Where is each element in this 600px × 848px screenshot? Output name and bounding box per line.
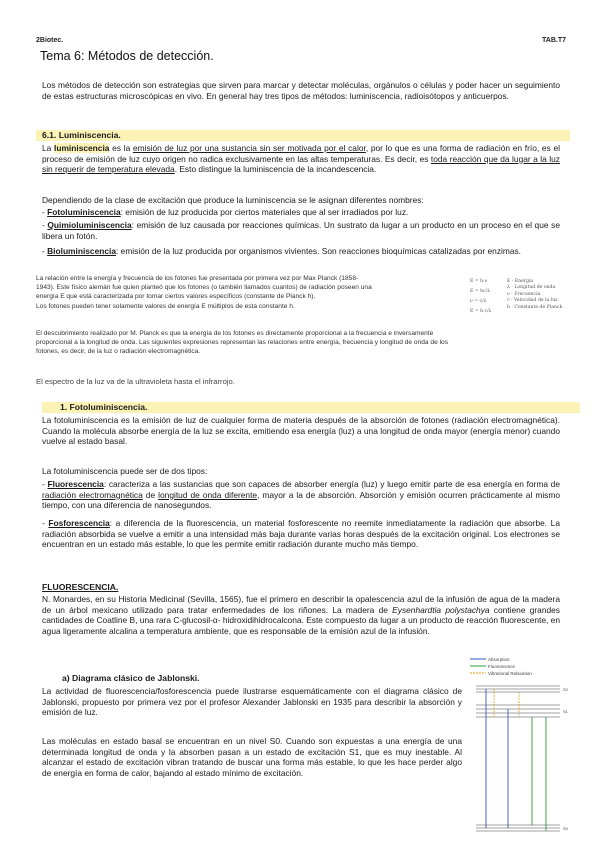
planck-symbol-legend (507, 279, 567, 311)
formula: E = h·ν (470, 279, 488, 284)
intro-paragraph: Los métodos de detección son estrategias que sirven para marcar y detectar moléculas, orgánulos o células y poder hacer un seguimiento de estas estructuras microscópicas en vivo. En general hay tres tipos de métodos: luminiscencia, radioisótopos y anticuerpos. (42, 80, 560, 101)
fotoluminiscencia-types-intro: La fotoluminiscencia puede ser de dos tipos: (42, 466, 208, 476)
page-title: Tema 6: Métodos de detección. (40, 49, 214, 63)
legend-sym: λ (507, 285, 510, 291)
type-term-1: Quimioluminiscencia (47, 220, 132, 230)
fosfo-text: : a diferencia de la fluorescencia, un material fosforescente no reemite inmediatamente la radiación que absorbe. La radiación absorbida se vuelve a emitir a una intensidad más baja durante varias horas después de la excitación original. Los electrones se encuentran en un estado más estable, lo que les permite emitir radiación durante mucho más tiempo. (42, 518, 560, 550)
header-left: 2Biotec. (36, 37, 64, 44)
type-text-2: : emisión de la luz producida por organismos vivientes. Son reacciones bioquímicas catalizadas por enzimas. (116, 246, 522, 256)
level-s0-label: S0 (563, 826, 568, 831)
fluo-text-c: , mayor a la de absorción. Absorción y emisión ocurren prácticamente al mismo tiempo, con una diferencia de nanosegundos. (42, 489, 560, 511)
legend-desc: Energía (514, 279, 534, 284)
def-underline-1: emisión de luz por una sustancia sin ser motivada por el calor (132, 143, 366, 153)
legend-sym: c (507, 298, 510, 304)
fotoluminiscencia-paragraph: La fotoluminiscencia es la emisión de luz de cualquier forma de materia después de la absorción de fotones (radiación electromagnética). Cuando la molécula absorbe energía de la luz se excita, emitiendo esa energía (luz) a una longitud de onda mayor (energía menor) cuando vuelve al estado basal. (42, 415, 560, 447)
level-s0-lines (476, 825, 560, 831)
level-s2-lines (476, 686, 560, 692)
luminiscencia-definition (42, 143, 560, 175)
planck-line: Los fotones pueden tener solamente valores de energía E múltiplos de esta constante h. (36, 302, 295, 310)
planck-line: proporcional a la longitud de onda. Las siguientes expresiones representan las relaciones entre energía, frecuencia y longitud de onda de los (36, 339, 449, 347)
fluo-underline-2: longitud de onda diferente (158, 489, 258, 500)
fosforescencia-item: - Fosforescencia: a diferencia de la fluorescencia, un material fosforescente no reemite inmediatamente la radiación que absorbe. La radiación absorbida se vuelve a emitir a una intensidad más baja durante varias horas después de la excitación original. Los electrones se encuentran en un estado más estable, lo que les permite emitir radiación durante mucho más tiempo. (42, 518, 560, 550)
def-term: luminiscencia (54, 143, 110, 153)
diagram-legend (470, 657, 532, 676)
def-text-d: . Esto distingue la luminiscencia de la incandescencia. (174, 164, 377, 175)
fosfo-term: Fosforescencia (48, 518, 110, 528)
fluo-underline-1: radiación electromagnética (42, 489, 143, 500)
legend-row: c · Velocidad de la luz (507, 298, 558, 304)
planck-line: fotones, es decir, de la luz o radiación electromagnética. (36, 348, 201, 356)
legend-desc: Velocidad de la luz (513, 298, 558, 304)
type-text-1: : emisión de luz causada por reacciones químicas. Un sustrato da lugar a un producto en un proceso en el que se libera un fotón. (42, 220, 560, 241)
planck-line: 1943). Este físico alemán fue quien planteó que los fotones (o también llamados cuantos) de radiación poseen una (36, 284, 372, 292)
legend-sym: h (507, 304, 510, 310)
fluorescencia-item: - Fluorescencia: caracteriza a las sustancias que son capaces de absorber energía (luz) y luego emitir parte de esa energía en forma de radiación electromagnética de longitud de onda diferente, mayor a la de absorción. Absorción y emisión ocurren prácticamente al mismo tiempo, con una diferencia de nanosegundos. (42, 479, 561, 511)
fluo-text-b: de (142, 489, 159, 500)
type-term-2: Bioluminiscencia (47, 246, 117, 256)
legend-row: h · Constante de Planck (507, 304, 563, 310)
def-text-a: La (42, 143, 55, 153)
level-s1-lines (476, 705, 560, 717)
formula: ν = c/λ (470, 299, 487, 304)
legend-desc: Longitud de onda (514, 285, 556, 291)
spectrum-note: El espectro de la luz va de la ultravioleta hasta el infrarrojo. (36, 377, 235, 386)
section-1-title (42, 402, 580, 413)
level-s2-label: S2 (563, 687, 568, 692)
def-text-b: es la (109, 143, 133, 153)
jablonski-title: a) Diagrama clásico de Jablonski. (62, 673, 200, 683)
planck-formulas (470, 279, 502, 319)
legend-row: ν · Frecuencia (507, 291, 541, 297)
section-1-title-text: 1. Fotoluminiscencia. (60, 402, 148, 412)
def-text-c: , por lo que es una forma de radiación en frío, es el proceso de emisión de luz cuyo origen no radica exclusivamente en las altas temperaturas. Es decir, es (42, 143, 560, 164)
legend-sym: ν (507, 291, 510, 297)
history-text-b: contiene grandes cantidades de Coatline B, una rara C-glucosil-α- hidroxidihidrocalcona. Este compuesto da lugar a un producto de reacción fluorescente, en agua ligeramente alcalina a temperatura ambiente, que es responsable de la emisión azul de la infusión. (42, 604, 560, 636)
planck-text-block (36, 274, 461, 311)
formula: E = hc/λ (470, 289, 491, 294)
section-6-1-title-text: 6.1. Luminiscencia. (42, 130, 121, 140)
legend-fluorescence-label: Fluorescence (488, 664, 516, 669)
fluorescencia-history-paragraph (42, 594, 560, 636)
fluo-text-a: : caracteriza a las sustancias que son capaces de absorber energía (luz) y luego emitir parte de esa energía en forma de (103, 479, 561, 489)
header-right: TAB.T7 (542, 37, 566, 44)
jablonski-paragraph-2: Las moléculas en estado basal se encuentran en un nivel S0. Cuando son expuestas a una energía de una determinada longitud de onda y la absorben pasan a un estado de excitación S1, que es muy inestable. Al alcanzar el estado de excitación vibran tratando de buscar una forma más estable, lo que les hace perder algo de energía en forma de calor, bajando al estado mínimo de excitación. (42, 736, 462, 778)
level-s1-label: S1 (563, 709, 568, 714)
type-text-0: : emisión de luz producida por ciertos materiales que al ser irradiados por luz. (120, 207, 409, 217)
luminiscence-types-intro: Dependiendo de la clase de excitación que produce la luminiscencia se le asignan diferentes nombres: (42, 195, 424, 205)
type-item-fotoluminiscencia: - Fotoluminiscencia: emisión de luz producida por ciertos materiales que al ser irradiados por luz. (42, 207, 409, 217)
fluorescencia-heading: FLUORESCENCIA. (42, 582, 119, 592)
legend-desc: Constante de Planck (514, 304, 563, 310)
legend-vibrational-label: Vibrational Relaxation (488, 671, 532, 676)
legend-sym: E (507, 279, 511, 284)
def-underline-2: toda reacción que da lugar a la luz sin requerir de temperatura elevada (42, 153, 560, 175)
planck-line: energía E que está caracterizada por tomar ciertos valores específicos (constante de Planck h). (36, 293, 316, 301)
planck-text-block-2 (36, 329, 566, 357)
type-item-quimioluminiscencia: - Quimioluminiscencia: emisión de luz causada por reacciones químicas. Un sustrato da lugar a un producto en un proceso en el que se libera un fotón. (42, 220, 560, 241)
legend-row: E · Energía (507, 279, 534, 284)
history-text-a: N. Monardes, en su Historia Medicinal (Sevilla, 1565), fue el primero en describir la opalescencia azul de la infusión de agua de la madera de un árbol mexicano utilizado para tratar enfermedades de los riñones. La madera de (42, 594, 560, 615)
formula: E = h c/λ (470, 309, 492, 314)
jablonski-paragraph-1: La actividad de fluorescencia/fosforescencia puede ilustrarse esquemáticamente con el diagrama clásico de Jablonski, propuesto por primera vez por el profesor Alexander Jablonski en 1935 para describir la absorción y emisión de luz. (42, 686, 462, 718)
history-species: Eysenhardtia polystachya (392, 604, 490, 615)
fluo-term: Fluorescencia (47, 479, 104, 489)
type-item-bioluminiscencia: - Bioluminiscencia: emisión de la luz producida por organismos vivientes. Son reacciones bioquímicas catalizadas por enzimas. (42, 246, 522, 256)
type-term-0: Fotoluminiscencia (47, 207, 121, 217)
legend-absorption-label: Absorption (488, 657, 510, 662)
jablonski-diagram (464, 653, 574, 843)
planck-line: El descubrimiento realizado por M. Planck es que la energía de los fotones es directamente proporcional a la frecuencia e inversamente (36, 330, 434, 337)
section-6-1-title (36, 130, 570, 141)
legend-row: λ · Longitud de onda (507, 285, 556, 291)
planck-line: La relación entre la energía y frecuencia de los fotones fue presentada por primera vez por Max Planck (1858- (36, 275, 359, 282)
legend-desc: Frecuencia (514, 291, 541, 297)
